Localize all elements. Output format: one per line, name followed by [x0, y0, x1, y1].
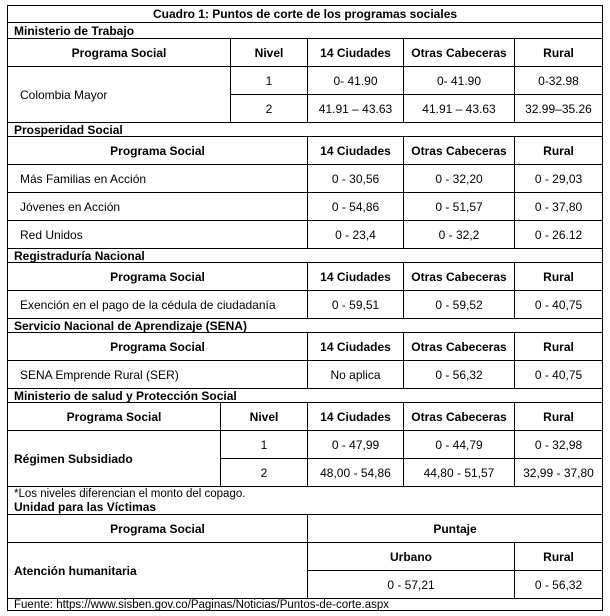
table-row	[8, 360, 602, 388]
source-line: Fuente: https://www.sisben.gov.co/Paginas/Noticias/Puntos-de-corte.aspx	[8, 598, 602, 610]
ciudades-value: 0 - 54,86	[307, 193, 403, 220]
header-ciudades: 14 Ciudades	[307, 263, 403, 290]
program-name: Red Unidos	[20, 227, 83, 242]
table-row	[8, 192, 602, 220]
cabeceras-value: 0 - 59,52	[403, 291, 514, 318]
section-sena: Servicio Nacional de Aprendizaje (SENA)	[8, 318, 602, 332]
program-cell	[8, 66, 230, 122]
header-rural: Rural	[514, 137, 602, 164]
program-name: Exención en el pago de la cédula de ciudadanía	[20, 297, 276, 312]
table-row	[307, 570, 602, 598]
ciudades-value: 41.91 – 43.63	[307, 95, 403, 122]
cabeceras-value: 0 - 32,2	[403, 221, 514, 248]
nivel-value: 1	[230, 67, 307, 94]
cabeceras-value: 41.91 – 43.63	[403, 95, 514, 122]
section-prosperidad: Prosperidad Social	[8, 122, 602, 136]
program-name: Colombia Mayor	[20, 87, 108, 102]
ciudades-value: 0 - 59,51	[307, 291, 403, 318]
section-registraduria: Registraduría Nacional	[8, 248, 602, 262]
section-victimas: Unidad para las Víctimas	[14, 500, 157, 514]
header-programa: Programa Social	[66, 409, 162, 424]
section-salud: Ministerio de salud y Protección Social	[8, 388, 602, 402]
ciudades-value: 0 - 30,56	[307, 165, 403, 192]
header-cabeceras: Otras Cabeceras	[403, 39, 514, 66]
header-programa: Programa Social	[110, 521, 205, 536]
prosperidad-header-row	[8, 136, 602, 164]
cabeceras-value: 0 - 32,20	[403, 165, 514, 192]
nivel-value: 2	[220, 459, 307, 486]
ciudades-value: 0- 41.90	[307, 67, 403, 94]
rural-value: 32.99–35.26	[514, 95, 602, 122]
table-row	[8, 164, 602, 192]
cabeceras-value: 0 - 51,57	[403, 193, 514, 220]
ciudades-value: 48,00 - 54,86	[307, 459, 403, 486]
rural-value: 0 - 29,03	[514, 165, 602, 192]
rural-value: 0 - 26.12	[514, 221, 602, 248]
program-name: Más Familias en Acción	[20, 171, 147, 186]
table-row	[220, 430, 602, 458]
rural-value: 0 - 37,80	[514, 193, 602, 220]
ciudades-value: No aplica	[307, 361, 403, 388]
header-ciudades: 14 Ciudades	[307, 39, 403, 66]
program-name: Jóvenes en Acción	[20, 199, 121, 214]
header-cabeceras: Otras Cabeceras	[403, 333, 514, 360]
header-nivel: Nivel	[220, 403, 307, 430]
header-cabeceras: Otras Cabeceras	[403, 137, 514, 164]
ciudades-value: 0 - 23,4	[307, 221, 403, 248]
victimas-header-puntaje-cell	[307, 514, 602, 542]
header-urbano: Urbano	[307, 543, 514, 570]
sena-header-row	[8, 332, 602, 360]
header-puntaje: Puntaje	[433, 521, 477, 536]
program-name: Régimen Subsidiado	[14, 451, 133, 466]
header-rural: Rural	[514, 333, 602, 360]
rural-value: 0 - 40,75	[514, 361, 602, 388]
ciudades-value: 0 - 47,99	[307, 431, 403, 458]
table-row	[8, 290, 602, 318]
header-cabeceras: Otras Cabeceras	[403, 403, 514, 430]
header-programa: Programa Social	[110, 143, 205, 158]
header-programa: Programa Social	[110, 269, 205, 284]
header-rural: Rural	[514, 403, 602, 430]
program-cell	[8, 542, 307, 598]
registraduria-header-row	[8, 262, 602, 290]
table-row	[230, 94, 602, 122]
rural-value: 0 - 40,75	[514, 291, 602, 318]
nivel-value: 1	[220, 431, 307, 458]
header-rural: Rural	[514, 543, 602, 570]
trabajo-header-row	[8, 38, 602, 66]
header-ciudades: 14 Ciudades	[307, 403, 403, 430]
header-ciudades: 14 Ciudades	[307, 333, 403, 360]
cabeceras-value: 0 - 56,32	[403, 361, 514, 388]
header-rural: Rural	[514, 39, 602, 66]
header-rural: Rural	[514, 263, 602, 290]
header-cabeceras: Otras Cabeceras	[403, 263, 514, 290]
table-row	[230, 66, 602, 94]
rural-value: 0 - 56,32	[514, 571, 602, 598]
table-title: Cuadro 1: Puntos de corte de los programas sociales	[152, 7, 458, 21]
program-name: SENA Emprende Rural (SER)	[20, 367, 179, 382]
header-nivel: Nivel	[230, 39, 307, 66]
victimas-header-programa-cell	[8, 514, 307, 542]
rural-value: 32,99 - 37,80	[514, 459, 602, 486]
rural-value: 0 - 32,98	[514, 431, 602, 458]
rural-value: 0-32.98	[514, 67, 602, 94]
table-frame	[7, 5, 603, 611]
cabeceras-value: 0 - 44,79	[403, 431, 514, 458]
header-ciudades: 14 Ciudades	[307, 137, 403, 164]
program-name: Atención humanitaria	[14, 563, 137, 578]
copago-note: *Los niveles diferencian el monto del copago.	[8, 486, 602, 500]
header-programa: Programa Social	[110, 339, 205, 354]
cabeceras-value: 44,80 - 51,57	[403, 459, 514, 486]
program-cell	[8, 430, 220, 486]
victimas-subheader-row	[307, 542, 602, 570]
section-trabajo: Ministerio de Trabajo	[8, 22, 602, 38]
nivel-value: 2	[230, 95, 307, 122]
urbano-value: 0 - 57,21	[307, 571, 514, 598]
salud-header-row	[8, 402, 602, 430]
table-row	[8, 220, 602, 248]
header-programa: Programa Social	[71, 45, 167, 60]
table-row	[220, 458, 602, 486]
cabeceras-value: 0- 41.90	[403, 67, 514, 94]
